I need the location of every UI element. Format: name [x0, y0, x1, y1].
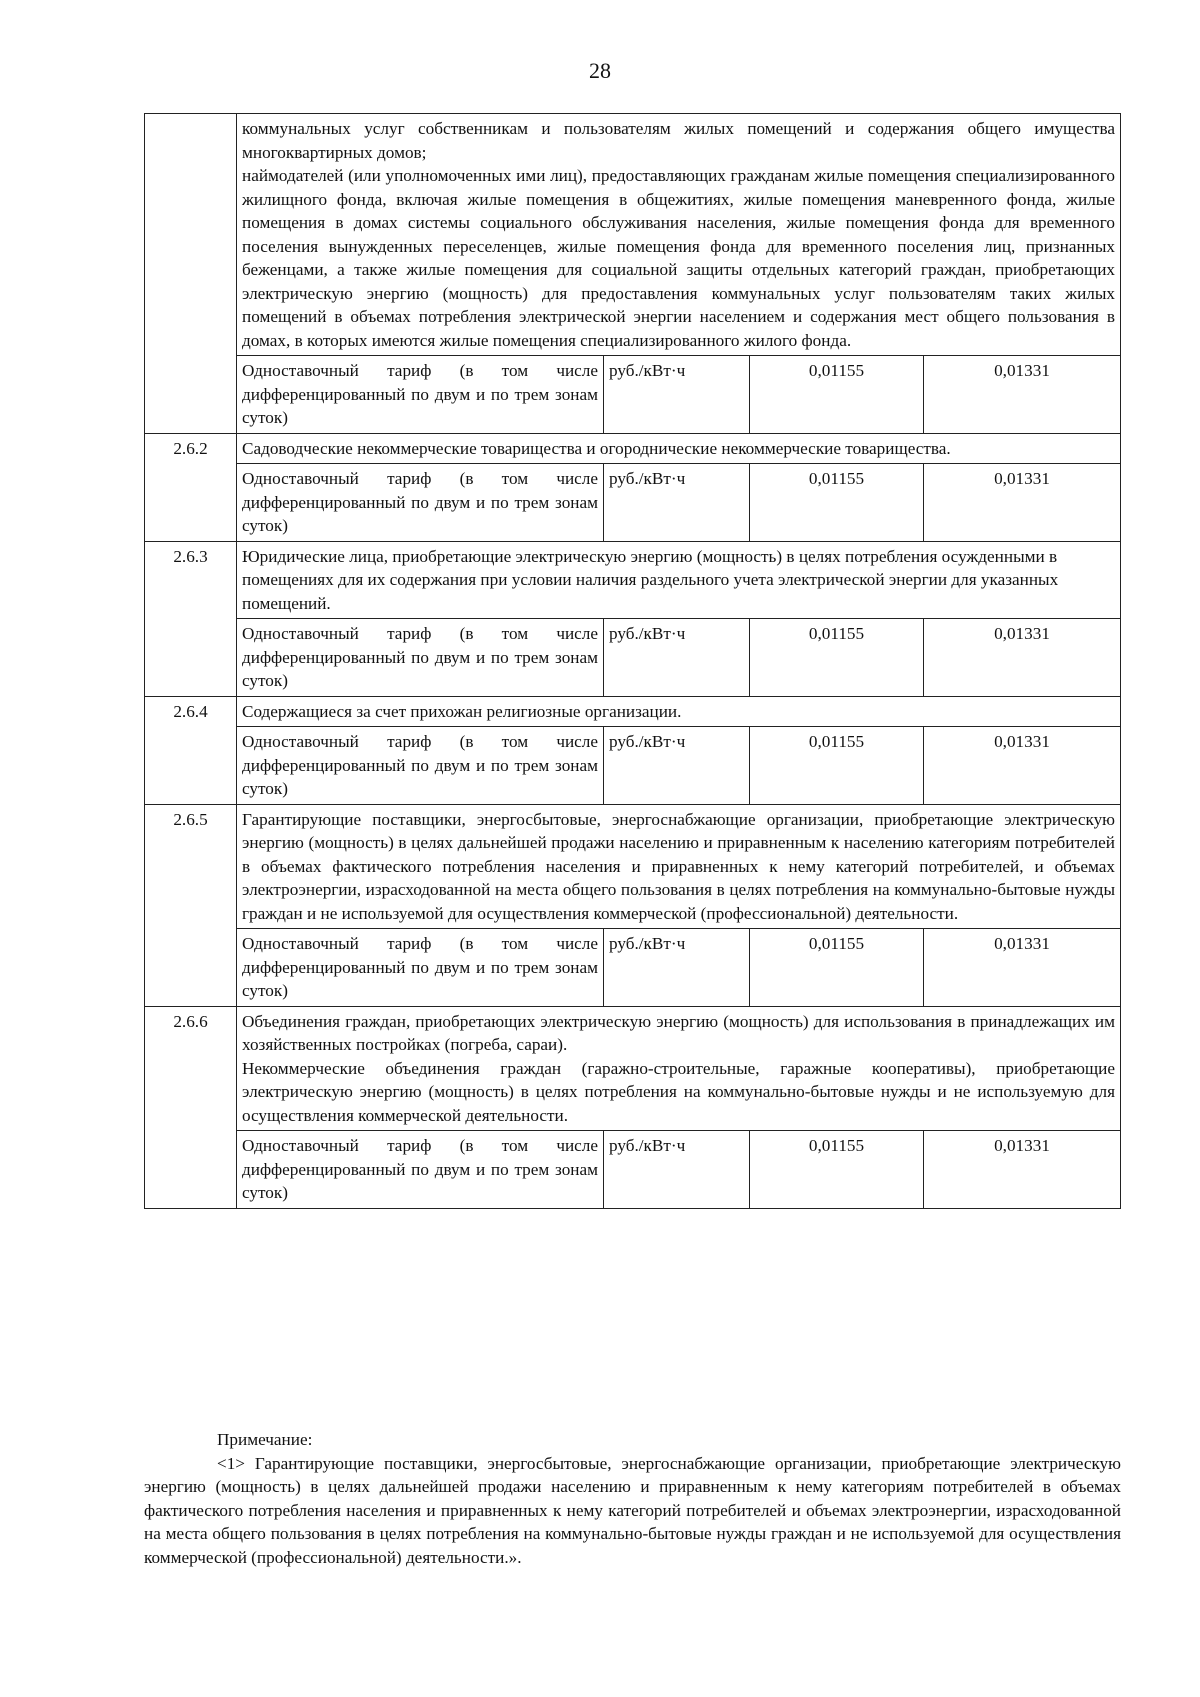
footnote-text: <1> Гарантирующие поставщики, энергосбытовые, энергоснабжающие организации, приобретающие электрическую энергию (мощность) в целях дальнейшей продажи населению и приравненным к нему категориям потребителей в объемах фактического потребления населения и приравненных к нему категорий потребителей и объемах электроэнергии, израсходованной на места общего пользования в целях потребления на коммунально-бытовые нужды граждан и не используемой для осуществления коммерческой (профессиональной) деятельности.».: [144, 1453, 1121, 1567]
section-number: 2.6.6: [145, 1006, 237, 1208]
tariff-row: [145, 356, 1121, 434]
section-number: 2.6.2: [145, 433, 237, 541]
section-row: [145, 696, 1121, 727]
section-row: [145, 1006, 1121, 1131]
tariff-value-1: 0,01155: [750, 727, 924, 805]
section-number: [145, 114, 237, 434]
page-number: 28: [589, 58, 611, 83]
tariff-label: Одноставочный тариф (в том числе дифференцированный по двум и по трем зонам суток): [237, 356, 604, 434]
section-paragraph: Некоммерческие объединения граждан (гаражно-строительные, гаражные кооперативы), приобретающие электрическую энергию (мощность) в целях потребления на коммунально-бытовые нужды и не используемую для осуществления коммерческой деятельности.: [242, 1058, 1115, 1125]
section-row: [145, 114, 1121, 356]
section-row: [145, 433, 1121, 464]
section-description: [237, 433, 1121, 464]
tariff-value-2: 0,01331: [924, 727, 1121, 805]
tariff-row: [145, 1131, 1121, 1209]
tariff-value-2: 0,01331: [924, 619, 1121, 697]
section-paragraph: Юридические лица, приобретающие электрическую энергию (мощность) в целях потребления осужденными в помещениях для их содержания при условии наличия раздельного учета электрической энергии для указанных помещений.: [242, 546, 1059, 613]
tariff-row: [145, 619, 1121, 697]
tariff-label: Одноставочный тариф (в том числе дифференцированный по двум и по трем зонам суток): [237, 619, 604, 697]
tariff-row: [145, 464, 1121, 542]
section-description: [237, 696, 1121, 727]
section-number: 2.6.4: [145, 696, 237, 804]
tariff-unit: руб./кВт·ч: [604, 356, 750, 434]
tariff-value-1: 0,01155: [750, 1131, 924, 1209]
section-row: [145, 541, 1121, 619]
section-row: [145, 804, 1121, 929]
section-description: [237, 114, 1121, 356]
tariff-unit: руб./кВт·ч: [604, 727, 750, 805]
tariff-label: Одноставочный тариф (в том числе дифференцированный по двум и по трем зонам суток): [237, 727, 604, 805]
section-description: [237, 804, 1121, 929]
tariff-label: Одноставочный тариф (в том числе дифференцированный по двум и по трем зонам суток): [237, 464, 604, 542]
tariff-row: [145, 727, 1121, 805]
section-description: [237, 1006, 1121, 1131]
tariff-value-2: 0,01331: [924, 464, 1121, 542]
tariff-row: [145, 929, 1121, 1007]
footnote: [144, 1428, 1121, 1569]
tariff-unit: руб./кВт·ч: [604, 1131, 750, 1209]
tariff-value-2: 0,01331: [924, 1131, 1121, 1209]
tariff-value-1: 0,01155: [750, 619, 924, 697]
tariff-value-2: 0,01331: [924, 356, 1121, 434]
section-number: 2.6.5: [145, 804, 237, 1006]
tariff-unit: руб./кВт·ч: [604, 464, 750, 542]
tariff-table: [144, 113, 1121, 1209]
section-description: [237, 541, 1121, 619]
section-paragraph: наймодателей (или уполномоченных ими лиц), предоставляющих гражданам жилые помещения специализированного жилищного фонда, включая жилые помещения в общежитиях, жилые помещения маневренного фонда, жилые помещения в домах системы социального обслуживания населения, жилые помещения фонда для временного поселения вынужденных переселенцев, жилые помещения фонда для временного поселения лиц, признанных беженцами, а также жилые помещения для социальной защиты отдельных категорий граждан, приобретающих электрическую энергию (мощность) для предоставления коммунальных услуг пользователям таких жилых помещений в объемах потребления электрической энергии населением и содержания мест общего пользования в домах, в которых имеются жилые помещения специализированного жилого фонда.: [242, 166, 1115, 350]
tariff-label: Одноставочный тариф (в том числе дифференцированный по двум и по трем зонам суток): [237, 929, 604, 1007]
tariff-value-2: 0,01331: [924, 929, 1121, 1007]
tariff-label: Одноставочный тариф (в том числе дифференцированный по двум и по трем зонам суток): [237, 1131, 604, 1209]
tariff-value-1: 0,01155: [750, 929, 924, 1007]
section-paragraph: Садоводческие некоммерческие товарищества и огороднические некоммерческие товарищества.: [242, 438, 951, 458]
tariff-value-1: 0,01155: [750, 356, 924, 434]
section-paragraph: Содержащиеся за счет прихожан религиозные организации.: [242, 701, 682, 721]
section-paragraph: Гарантирующие поставщики, энергосбытовые, энергоснабжающие организации, приобретающие электрическую энергию (мощность) в целях дальнейшей продажи населению и приравненным к населению категориям потребителей в объемах фактического потребления населения и приравненных к нему категорий потребителей, и объемах электроэнергии, израсходованной на места общего пользования в целях потребления на коммунально-бытовые нужды граждан и не используемой для осуществления коммерческой (профессиональной) деятельности.: [242, 809, 1115, 923]
section-number: 2.6.3: [145, 541, 237, 696]
tariff-value-1: 0,01155: [750, 464, 924, 542]
tariff-unit: руб./кВт·ч: [604, 619, 750, 697]
tariff-unit: руб./кВт·ч: [604, 929, 750, 1007]
section-paragraph: Объединения граждан, приобретающих электрическую энергию (мощность) для использования в принадлежащих им хозяйственных постройках (погреба, сараи).: [242, 1011, 1115, 1054]
footnote-title: Примечание:: [217, 1430, 313, 1449]
section-paragraph: коммунальных услуг собственникам и пользователям жилых помещений и содержания общего имущества многоквартирных домов;: [242, 119, 1115, 162]
